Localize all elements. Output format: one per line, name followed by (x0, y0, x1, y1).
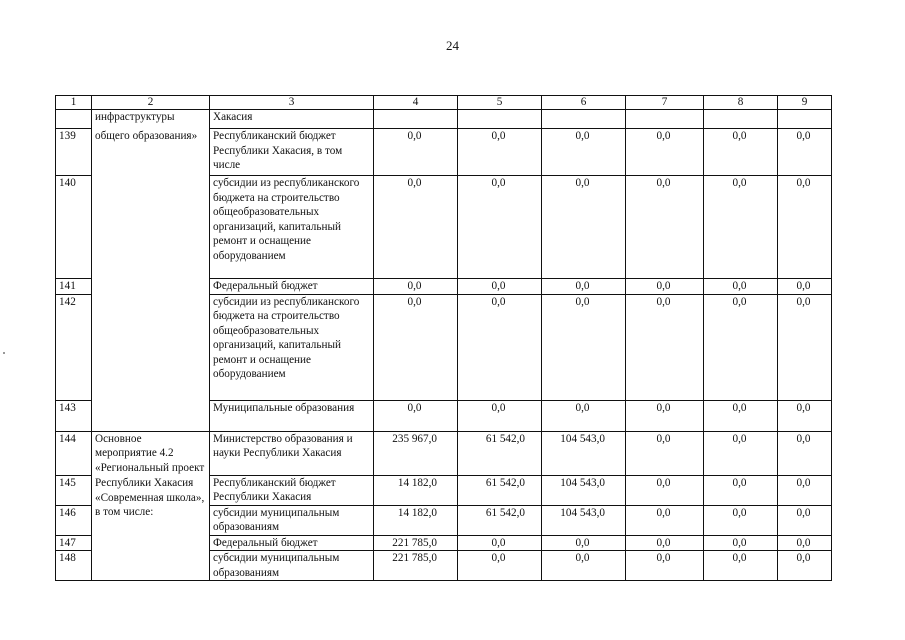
value-cell: 0,0 (626, 279, 704, 295)
value-cell: 0,0 (458, 294, 542, 400)
value-cell: 0,0 (704, 176, 778, 279)
value-cell: 0,0 (626, 551, 704, 581)
value-cell: 0,0 (542, 551, 626, 581)
value-cell: 0,0 (542, 400, 626, 431)
value-cell: 0,0 (704, 505, 778, 535)
value-cell: 0,0 (778, 129, 832, 176)
value-cell: 0,0 (626, 294, 704, 400)
row-number: 142 (56, 294, 92, 400)
row-number: 147 (56, 535, 92, 551)
value-cell: 0,0 (626, 400, 704, 431)
row-description: субсидии муниципальным образованиям (210, 505, 374, 535)
row-number: 141 (56, 279, 92, 295)
value-cell: 221 785,0 (374, 551, 458, 581)
value-cell: 0,0 (778, 279, 832, 295)
value-cell: 61 542,0 (458, 475, 542, 505)
table-row (56, 110, 832, 129)
row-number: 145 (56, 475, 92, 505)
value-cell: 104 543,0 (542, 475, 626, 505)
value-cell: 221 785,0 (374, 535, 458, 551)
scan-speck (3, 352, 5, 354)
row-number (56, 110, 92, 129)
header-cell: 3 (210, 96, 374, 110)
header-row (56, 96, 832, 110)
value-cell: 104 543,0 (542, 505, 626, 535)
value-cell: 0,0 (704, 129, 778, 176)
value-cell: 0,0 (458, 129, 542, 176)
value-cell: 0,0 (778, 475, 832, 505)
header-cell: 8 (704, 96, 778, 110)
header-cell: 6 (542, 96, 626, 110)
row-description: Федеральный бюджет (210, 535, 374, 551)
group-cell: общего образования» (92, 129, 210, 432)
header-cell: 1 (56, 96, 92, 110)
header-cell: 9 (778, 96, 832, 110)
continued-text: инфраструктуры (92, 110, 210, 129)
value-cell: 61 542,0 (458, 505, 542, 535)
value-cell: 0,0 (704, 475, 778, 505)
value-cell: 104 543,0 (542, 431, 626, 475)
value-cell: 0,0 (778, 535, 832, 551)
row-number: 144 (56, 431, 92, 475)
value-cell: 0,0 (704, 535, 778, 551)
row-description: Республиканский бюджет Республики Хакасия, в том числе (210, 129, 374, 176)
table-row (56, 129, 832, 176)
value-cell: 0,0 (778, 505, 832, 535)
group-cell: Основное мероприятие 4.2 «Региональный проект Республики Хакасия «Современная школа», в том числе: (92, 431, 210, 581)
value-cell: 0,0 (778, 176, 832, 279)
header-cell: 4 (374, 96, 458, 110)
page-number: 24 (446, 38, 459, 53)
value-cell: 0,0 (542, 176, 626, 279)
row-description: Республиканский бюджет Республики Хакасия (210, 475, 374, 505)
row-description: Федеральный бюджет (210, 279, 374, 295)
row-number: 140 (56, 176, 92, 279)
value-cell: 0,0 (778, 551, 832, 581)
row-description: субсидии из республиканского бюджета на строительство общеобразовательных организаций, капитальный ремонт и оснащение оборудованием (210, 294, 374, 400)
value-cell: 0,0 (374, 400, 458, 431)
value-cell: 0,0 (778, 400, 832, 431)
row-number: 146 (56, 505, 92, 535)
value-cell: 0,0 (458, 551, 542, 581)
value-cell: 61 542,0 (458, 431, 542, 475)
row-description: Министерство образования и науки Республики Хакасия (210, 431, 374, 475)
value-cell: 0,0 (778, 294, 832, 400)
value-cell: 0,0 (626, 176, 704, 279)
value-cell: 0,0 (626, 431, 704, 475)
value-cell: 14 182,0 (374, 475, 458, 505)
value-cell: 0,0 (626, 505, 704, 535)
value-cell: 0,0 (704, 279, 778, 295)
value-cell: 0,0 (458, 176, 542, 279)
value-cell: 0,0 (626, 129, 704, 176)
value-cell: 0,0 (374, 279, 458, 295)
row-description: субсидии муниципальным образованиям (210, 551, 374, 581)
value-cell: 0,0 (542, 294, 626, 400)
header-cell: 2 (92, 96, 210, 110)
value-cell: 0,0 (704, 400, 778, 431)
value-cell: 0,0 (704, 294, 778, 400)
value-cell: 0,0 (374, 294, 458, 400)
value-cell: 0,0 (778, 431, 832, 475)
value-cell: 0,0 (542, 535, 626, 551)
value-cell: 0,0 (542, 129, 626, 176)
row-description: субсидии из республиканского бюджета на строительство общеобразовательных организаций, капитальный ремонт и оснащение оборудованием (210, 176, 374, 279)
row-number: 139 (56, 129, 92, 176)
value-cell: 0,0 (458, 279, 542, 295)
value-cell: 0,0 (542, 279, 626, 295)
row-description: Муниципальные образования (210, 400, 374, 431)
header-cell: 5 (458, 96, 542, 110)
budget-table (55, 95, 832, 581)
table-row (56, 431, 832, 475)
value-cell: 0,0 (374, 129, 458, 176)
value-cell: 0,0 (458, 535, 542, 551)
row-number: 143 (56, 400, 92, 431)
row-description: Хакасия (210, 110, 374, 129)
value-cell: 0,0 (458, 400, 542, 431)
value-cell: 0,0 (374, 176, 458, 279)
value-cell: 0,0 (704, 551, 778, 581)
value-cell: 0,0 (626, 475, 704, 505)
value-cell: 0,0 (704, 431, 778, 475)
value-cell: 14 182,0 (374, 505, 458, 535)
value-cell: 0,0 (626, 535, 704, 551)
row-number: 148 (56, 551, 92, 581)
value-cell: 235 967,0 (374, 431, 458, 475)
header-cell: 7 (626, 96, 704, 110)
